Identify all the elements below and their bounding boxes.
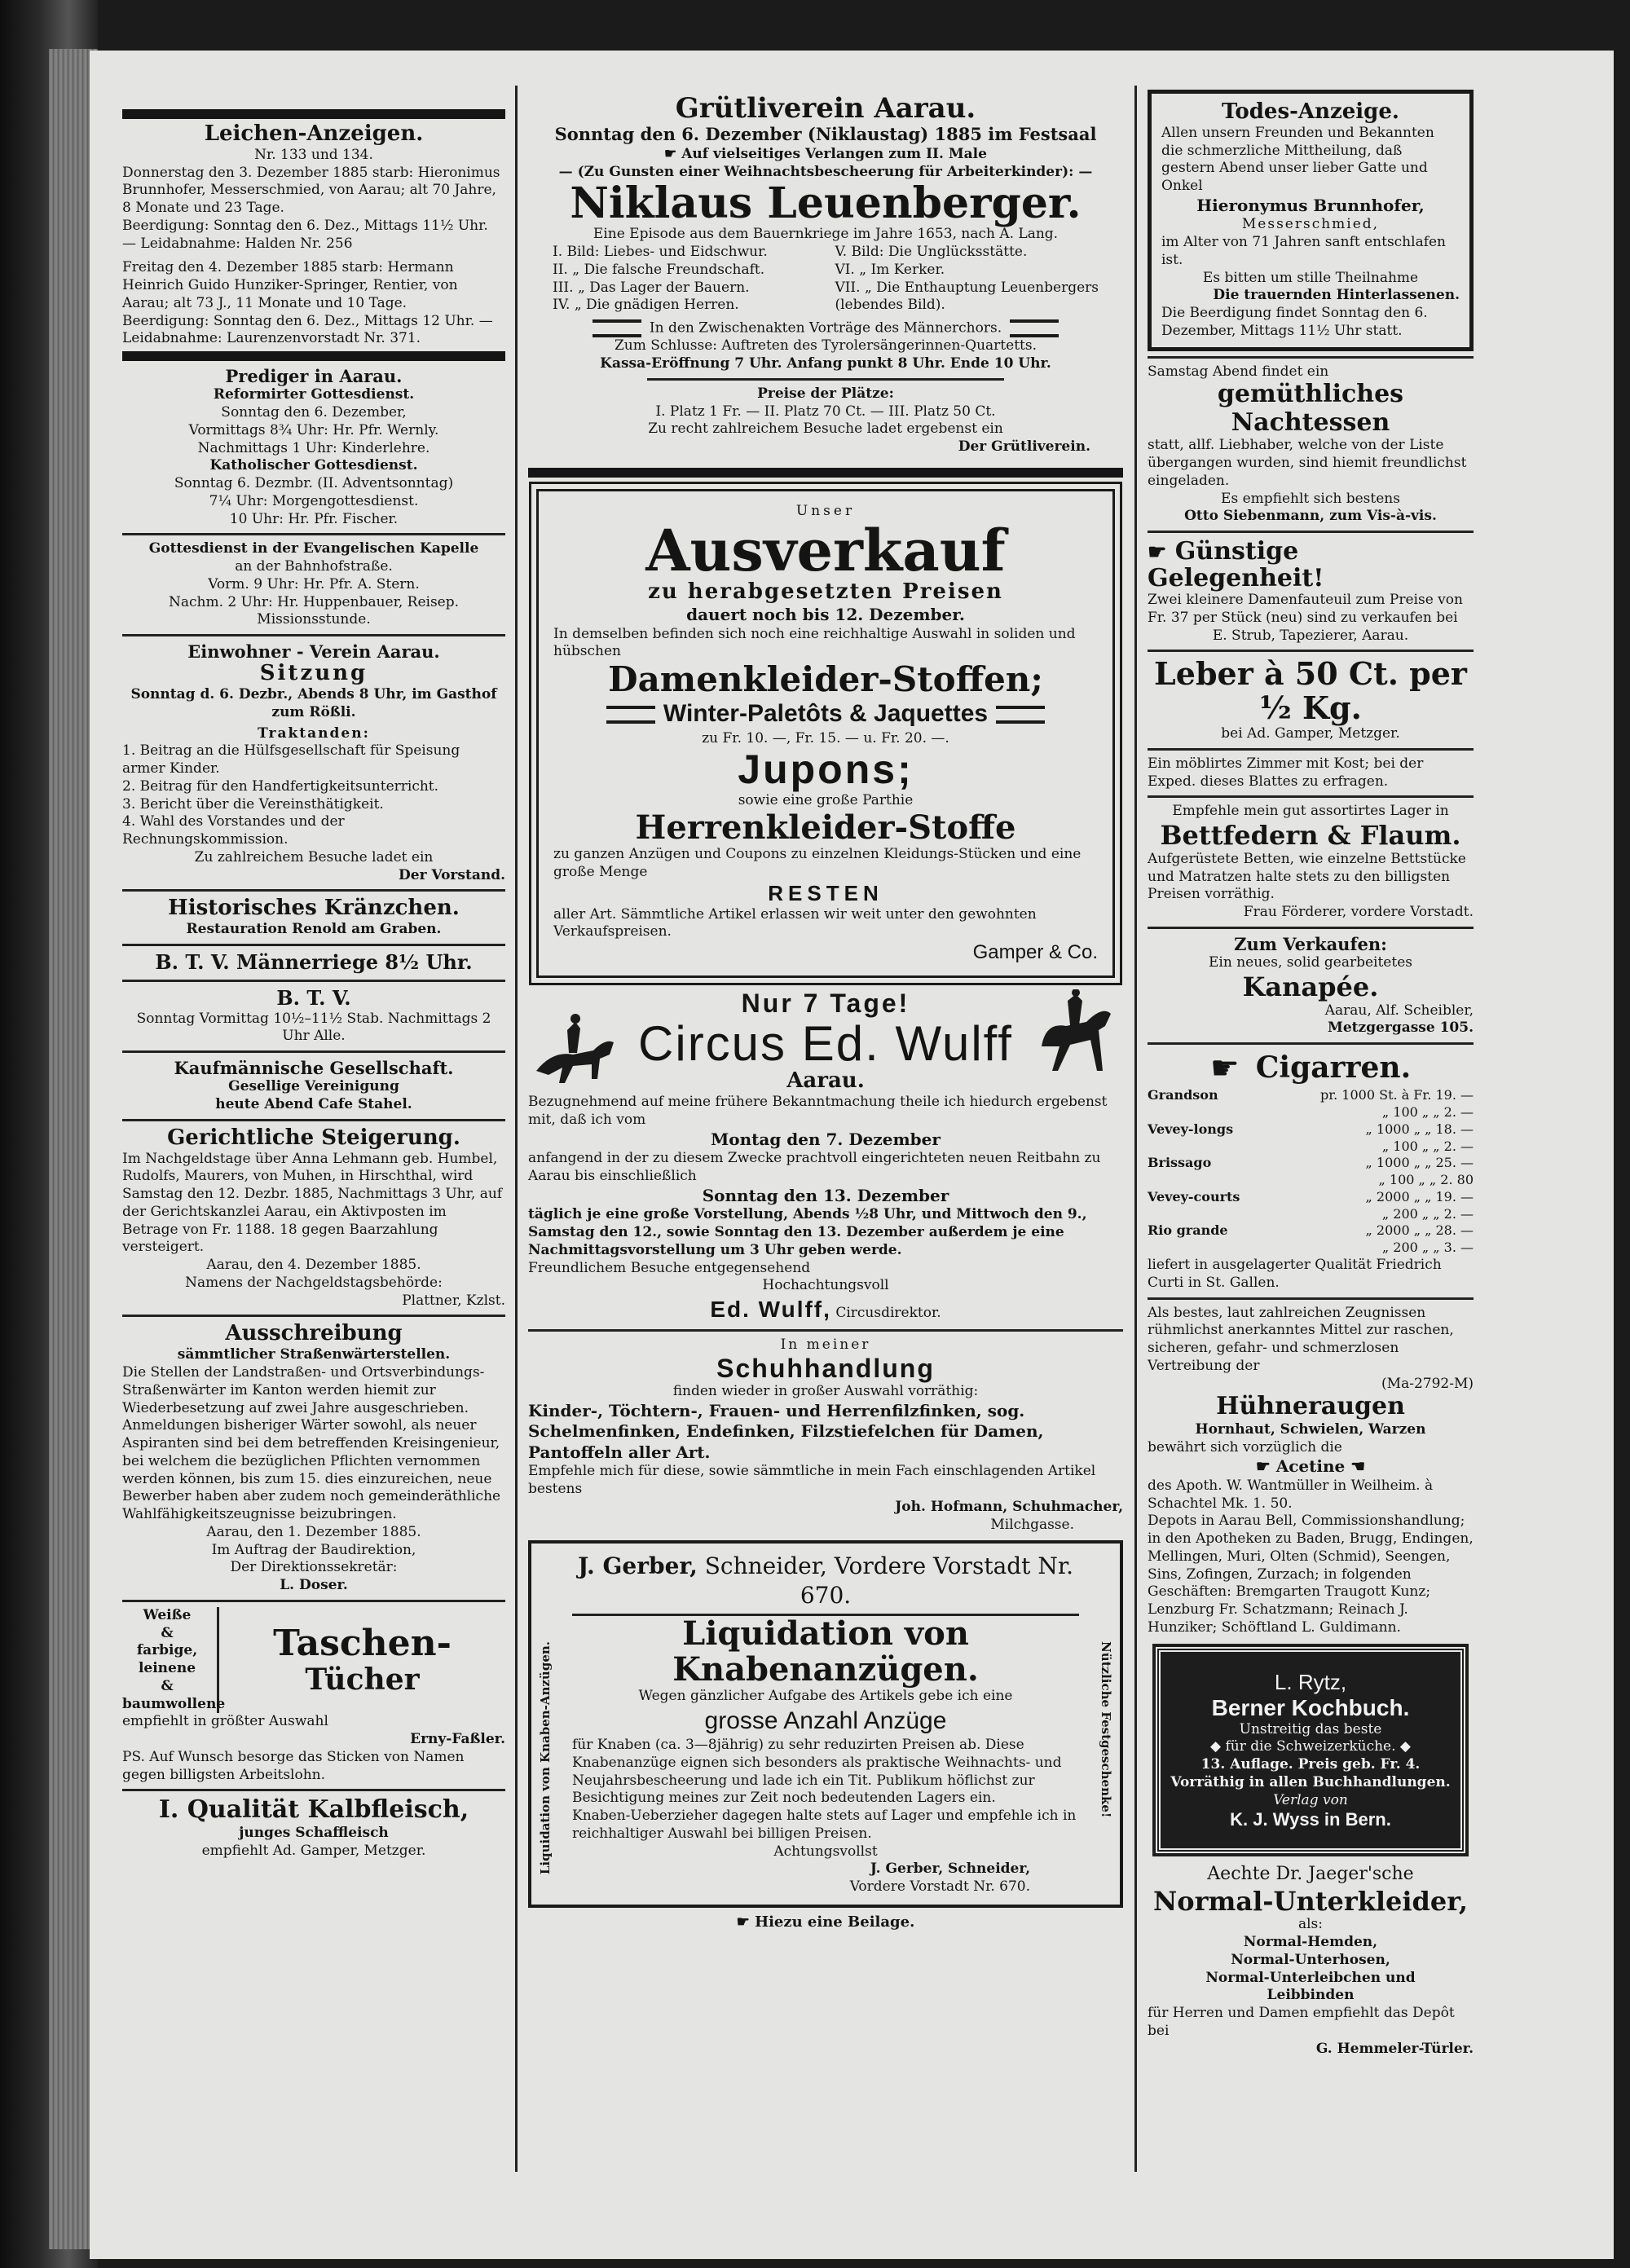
- cigarren-title: Cigarren.: [1255, 1050, 1412, 1086]
- ausschreibung: [122, 1322, 505, 1601]
- circus-sign: Ed. Wulff,: [710, 1297, 831, 1323]
- prediger-ref1: Sonntag den 6. Dezember,: [221, 404, 407, 421]
- nachtessen-text: statt, allf. Liebhaber, welche von der Liste übergangen wurden, sind hiemit freundlichst eingeladen.: [1148, 437, 1467, 489]
- zimmer: [1148, 755, 1474, 799]
- einwohner-sign: Der Vorstand.: [399, 866, 505, 883]
- todes-name: Hieronymus Brunnhofer,: [1196, 195, 1425, 215]
- gerber-box: [528, 1540, 1123, 1908]
- circus-role: Circusdirektor.: [835, 1305, 941, 1322]
- leichen-p4: Beerdigung: Sonntag den 6. Dez., Mittags 12 Uhr. — Leidabnahme: Laurenzenvorstadt Nr. 371.: [122, 312, 493, 347]
- tuecher-title1: Taschen-: [273, 1623, 452, 1665]
- huehner-text2: bewährt sich vorzüglich die: [1148, 1438, 1342, 1455]
- jaeger-title2: Normal-Unterkleider,: [1153, 1885, 1468, 1917]
- divider: [528, 1329, 1123, 1332]
- todes-text4: Die Beerdigung findet Sonntag den 6. Dezember, Mittags 11½ Uhr statt.: [1161, 305, 1428, 339]
- cigarren-row-price: „ 1000 „ „ 25. —: [1365, 1155, 1474, 1171]
- gruetliverein: [528, 94, 1123, 456]
- cigarren-row-name: Brissago: [1148, 1155, 1212, 1171]
- ausschr-title: Ausschreibung: [225, 1321, 403, 1346]
- cigarren-row-name: Vevey-longs: [1148, 1121, 1234, 1137]
- scene-2: II. „ Die falsche Freundschaft.: [553, 261, 765, 278]
- schuh-sign: Joh. Hofmann, Schuhmacher,: [895, 1498, 1123, 1515]
- divider: [122, 634, 505, 636]
- gruetli-times: Kassa-Eröffnung 7 Uhr. Anfang punkt 8 Uhr. Ende 10 Uhr.: [600, 355, 1051, 372]
- bettfedern-title: Bettfedern & Flaum.: [1160, 820, 1461, 852]
- scene-6: VI. „ Im Kerker.: [835, 261, 945, 278]
- gerber-side-right: Nützliche Festgeschenke!: [1099, 1641, 1113, 1818]
- schuh-addr: Milchgasse.: [990, 1516, 1074, 1533]
- cigarren-row-name: Grandson: [1148, 1087, 1218, 1103]
- bar-ornament: [606, 706, 655, 724]
- schuh-text2: Empfehle mich für diese, sowie sämmtliche in mein Fach einschlagenden Artikel bestens: [528, 1463, 1096, 1498]
- gruetli-play: Niklaus Leuenberger.: [570, 178, 1082, 228]
- column-right: [1148, 90, 1474, 2063]
- cigarren-row-price: „ 100 „ „ 2. —: [1381, 1138, 1474, 1154]
- divider: [1148, 795, 1474, 798]
- huehner-title: Hühneraugen: [1216, 1392, 1405, 1421]
- cigarren-row: [1148, 1172, 1474, 1189]
- leber-sign: bei Ad. Gamper, Metzger.: [1221, 725, 1400, 742]
- nachtessen-pre: Samstag Abend findet ein: [1148, 363, 1329, 380]
- cigarren-row-price: „ 1000 „ „ 18. —: [1365, 1121, 1474, 1137]
- einwohner-title: Einwohner - Verein Aarau.: [187, 641, 440, 663]
- cigarren-row-name: Rio grande: [1148, 1222, 1228, 1239]
- prediger-kath2: 7¼ Uhr: Morgengottesdienst.: [209, 492, 419, 509]
- jaeger-als: als:: [1297, 1916, 1324, 1933]
- prediger-ev3: Nachm. 2 Uhr: Hr. Huppenbauer, Reisep. Missionsstunde.: [168, 593, 460, 628]
- ausschr-text: Die Stellen der Landstraßen- und Ortsverbindungs-Straßenwärter im Kanton werden hiemit zur Wiederbesetzung auf zwei Jahre ausgeschrieben. Anmeldungen bisheriger Wärter sowohl, als neuer Aspiranten sind bei dem betreffenden Kreisingenieur, bei welchem die bezüglichen Pflichten vernommen werden können, bis zum 15. dies einzureichen, neue Bewerber haben aber zudem noch gemeinderäthliche Wahlfähigkeitszeugnisse beizubringen.: [122, 1364, 501, 1523]
- circus-title: Circus Ed. Wulff: [638, 1016, 1013, 1072]
- kochbuch-aufl: 13. Auflage. Preis geb. Fr. 4.: [1200, 1756, 1421, 1773]
- huehner-text3: des Apoth. W. Wantmüller in Weilheim. à Schachtel Mk. 1. 50.: [1148, 1477, 1434, 1512]
- cigarren-table: [1148, 1087, 1474, 1257]
- einwohner-item-1: 1. Beitrag an die Hülfsgesellschaft für Speisung armer Kinder.: [122, 742, 460, 777]
- ausverkauf-damen: Damenkleider-Stoffen;: [608, 659, 1043, 700]
- cigarren-row-price: „ 200 „ „ 3. —: [1381, 1240, 1474, 1256]
- jaeger-item-2: Normal-Unterhosen,: [1231, 1951, 1390, 1968]
- cigarren-row: [1148, 1189, 1474, 1206]
- gericht-date: Aarau, den 4. Dezember 1885.: [206, 1257, 421, 1274]
- ausverkauf-jupons: Jupons;: [738, 746, 914, 793]
- pointing-hand-icon: ☛: [1209, 1050, 1240, 1088]
- beilage-text: Hiezu eine Beilage.: [755, 1913, 915, 1931]
- ausverkauf-sign: Gamper & Co.: [972, 941, 1098, 964]
- gruetli-episode: Eine Episode aus dem Bauernkriege im Jahre 1653, nach A. Lang.: [593, 226, 1059, 243]
- circus-text4: Freundlichem Besuche entgegensehend: [528, 1259, 811, 1276]
- cigarren: [1148, 1050, 1474, 1299]
- scene-5: V. Bild: Die Unglücksstätte.: [835, 244, 1028, 261]
- gruetli-inter-text: In den Zwischenakten Vorträge des Männerchors.: [649, 319, 1002, 337]
- cigarren-row-price: „ 2000 „ „ 28. —: [1365, 1222, 1474, 1239]
- prediger: [122, 366, 505, 636]
- btv2-text: Sonntag Vormittag 10½–11½ Stab. Nachmittags 2 Uhr Alle.: [136, 1010, 491, 1045]
- cigarren-row-price: „ 2000 „ „ 19. —: [1365, 1188, 1474, 1204]
- leichen-title: Leichen-Anzeigen.: [204, 121, 424, 146]
- tuecher-text: empfiehlt in größter Auswahl: [122, 1713, 328, 1730]
- tuecher-left-5: &: [161, 1677, 174, 1694]
- gruetli-benefit: — (Zu Gunsten einer Weihnachtsbescheerung für Arbeiterkinder): —: [558, 164, 1093, 181]
- historisches-kraenzchen: [122, 896, 505, 946]
- nachtessen-empf: Es empfiehlt sich bestens: [1221, 490, 1400, 507]
- ausschr-sekr: Der Direktionssekretär:: [230, 1559, 398, 1576]
- gerber-head-name: J. Gerber,: [577, 1552, 698, 1580]
- schuhhandlung: [528, 1337, 1123, 1534]
- hist-sub: Restauration Renold am Graben.: [186, 921, 442, 938]
- divider: [647, 378, 1004, 381]
- ausverkauf-title: Ausverkauf: [645, 516, 1006, 584]
- huehner-acetine-text: Acetine: [1275, 1456, 1346, 1477]
- gerber-grosse: grosse Anzahl Anzüge: [704, 1707, 947, 1734]
- ausverkauf-winter-prices: zu Fr. 10. —, Fr. 15. — u. Fr. 20. —.: [702, 729, 949, 746]
- prediger-ref2: Vormittags 8¾ Uhr: Hr. Pfr. Wernly.: [188, 421, 439, 438]
- prediger-kath1: Sonntag 6. Dezmbr. (II. Adventsonntag): [174, 475, 454, 492]
- kauf-sub2: heute Abend Cafe Stahel.: [215, 1096, 412, 1113]
- gerber-addr: Vordere Vorstadt Nr. 670.: [849, 1878, 1030, 1896]
- jaeger-sign: G. Hemmeler-Türler.: [1315, 2040, 1474, 2057]
- divider: [122, 1315, 505, 1317]
- todes-text1: Allen unsern Freunden und Bekannten die schmerzliche Mittheilung, daß gestern Abend unser lieber Gatte und Onkel: [1161, 124, 1434, 195]
- jaeger-item-3: Normal-Unterleibchen und: [1205, 1969, 1416, 1986]
- divider: [1148, 531, 1474, 533]
- divider: [122, 944, 505, 946]
- tuecher-firm: Erny-Faßler.: [410, 1731, 505, 1748]
- cigarren-row: [1148, 1138, 1474, 1156]
- cigarren-text: liefert in ausgelagerter Qualität Friedrich Curti in St. Gallen.: [1148, 1257, 1442, 1291]
- gerber-head: [572, 1552, 1079, 1616]
- todes-role: Messerschmied,: [1241, 216, 1380, 233]
- verkaufen-sub: Ein neues, solid gearbeitetes: [1209, 954, 1412, 971]
- leichen-p1: Donnerstag den 3. Dezember 1885 starb: Hieronimus Brunnhofer, Messerschmied, von Aarau; alt 70 Jahre, 8 Monate und 23 Tage.: [122, 164, 500, 217]
- einwohner-item-3: 3. Bericht über die Vereinsthätigkeit.: [122, 795, 384, 813]
- einwohner-invite: Zu zahlreichem Besuche ladet ein: [194, 848, 434, 865]
- kalb-sub: junges Schaffleisch: [239, 1824, 389, 1841]
- hist-title: Historisches Kränzchen.: [168, 896, 460, 921]
- einwohner-item-4: 4. Wahl des Vorstandes und der Rechnungskommission.: [122, 813, 345, 848]
- cigarren-row-price: „ 100 „ „ 2. —: [1381, 1103, 1474, 1120]
- divider: [1148, 927, 1474, 929]
- leichen-p3: Freitag den 4. Dezember 1885 starb: Hermann Heinrich Guido Hunziker-Springer, Rentier, von Aarau; alt 73 J., 11 Monate und 10 Tage.: [122, 259, 458, 311]
- prediger-kath3: 10 Uhr: Hr. Pfr. Fischer.: [229, 510, 399, 527]
- ausverkauf-resten: RESTEN: [768, 880, 883, 905]
- guenstig-sign: E. Strub, Tapezierer, Aarau.: [1212, 627, 1409, 644]
- cigarren-row-price: „ 100 „ „ 2. 80: [1378, 1172, 1474, 1188]
- bettfedern-pre: Empfehle mein gut assortirtes Lager in: [1172, 803, 1449, 820]
- cigarren-row: [1148, 1240, 1474, 1257]
- cigarren-row: [1148, 1155, 1474, 1172]
- scene-1: I. Bild: Liebes- und Eidschwur.: [553, 244, 768, 261]
- bar-ornament: [996, 706, 1045, 724]
- tuecher-left-2: &: [161, 1624, 174, 1641]
- kochbuch-sub1: Unstreitig das beste: [1239, 1720, 1382, 1737]
- gruetli-prices: I. Platz 1 Fr. — II. Platz 70 Ct. — III. Platz 50 Ct.: [655, 403, 996, 420]
- column-middle: [528, 94, 1123, 1931]
- prediger-ev1: an der Bahnhofstraße.: [235, 558, 393, 575]
- kochbuch-title: Berner Kochbuch.: [1211, 1694, 1410, 1720]
- huehner-acetine: ☛ Acetine ☚: [1255, 1456, 1366, 1477]
- ausverkauf-partie: sowie eine große Parthie: [738, 792, 914, 809]
- jaeger-text: für Herren und Damen empfiehlt das Depôt bei: [1148, 2005, 1455, 2039]
- kauf-title: Kaufmännische Gesellschaft.: [174, 1058, 454, 1079]
- prediger-ev: Gottesdienst in der Evangelischen Kapelle: [148, 540, 479, 557]
- tuecher-left-1: Weiße: [143, 1606, 192, 1623]
- bettfedern-sign: Frau Förderer, vordere Vorstadt.: [1243, 904, 1474, 921]
- divider: [122, 980, 505, 982]
- gruetli-date: Sonntag den 6. Dezember (Niklaustag) 1885 im Festsaal: [554, 124, 1097, 145]
- gruetli-inter: [528, 319, 1123, 337]
- prediger-ev2: Vorm. 9 Uhr: Hr. Pfr. A. Stern.: [208, 575, 420, 592]
- nachtessen-title: gemüthliches Nachtessen: [1217, 380, 1404, 437]
- prediger-ref3: Nachmittags 1 Uhr: Kinderlehre.: [197, 439, 430, 456]
- gerber-achtung: Achtungsvollst: [773, 1843, 878, 1860]
- guenstige-gelegenheit: [1148, 538, 1474, 652]
- einwohner-verein: [122, 641, 505, 892]
- divider: [1148, 1042, 1474, 1045]
- tuecher-left-4: leinene: [138, 1660, 196, 1677]
- guenstig-head: [1148, 538, 1474, 592]
- btv-notice: [122, 987, 505, 1053]
- huehneraugen: [1148, 1305, 1474, 1637]
- kauf-sub1: Gesellige Vereinigung: [228, 1078, 399, 1095]
- gericht-behoerde: Namens der Nachgeldstagsbehörde:: [185, 1274, 443, 1291]
- ausverkauf-text: In demselben befinden sich noch eine reichhaltige Auswahl in soliden und hübschen: [553, 625, 1076, 660]
- ausverkauf-herren: Herrenkleider-Stoffe: [635, 808, 1016, 848]
- verkaufen-title: Zum Verkaufen:: [1234, 933, 1387, 954]
- btv2-title: B. T. V.: [276, 985, 351, 1010]
- prediger-ref: Reformirter Gottesdienst.: [213, 386, 415, 403]
- gerber-text2: für Knaben (ca. 3—8jährig) zu sehr reduzirten Preisen ab. Diese Knabenanzüge eignen sich besonders als praktische Weihnachts- und Neujahrsbescheerung und lade ich ein Tit. Publikum höflichst zur Besichtigung meines zur Zeit noch bedeutenden Lagers ein.: [572, 1737, 1062, 1807]
- verkaufen-sign2: Metzgergasse 105.: [1328, 1019, 1474, 1037]
- leber: [1148, 657, 1474, 750]
- ausverkauf-winter: [553, 698, 1098, 729]
- divider: [122, 1119, 505, 1121]
- leichen-anzeigen: [122, 109, 505, 361]
- kaufmaennische-gesellschaft: [122, 1058, 505, 1121]
- gerber-head-rest: Schneider, Vordere Vorstadt Nr. 670.: [704, 1552, 1074, 1610]
- gruetli-invite: Zu recht zahlreichem Besuche ladet ergebenst ein: [648, 421, 1003, 438]
- kochbuch-sub2-text: für die Schweizerküche.: [1225, 1738, 1396, 1755]
- kochbuch-sub2: ◆ für die Schweizerküche. ◆: [1209, 1738, 1411, 1755]
- kochbuch-name: L. Rytz,: [1274, 1669, 1347, 1694]
- circus-text2: anfangend in der zu diesem Zwecke prachtvoll eingerichteten neuen Reitbahn zu Aarau bis einschließlich: [528, 1150, 1101, 1184]
- ausverkauf-until: dauert noch bis 12. Dezember.: [686, 605, 965, 624]
- divider: [122, 533, 505, 535]
- divider: [122, 1600, 505, 1602]
- einwohner-sitzung: Sitzung: [259, 661, 368, 686]
- ausverkauf-unser: Unser: [795, 502, 856, 519]
- gruetli-title: Grütliverein Aarau.: [675, 92, 976, 125]
- leber-title: Leber à 50 Ct. per ½ Kg.: [1154, 655, 1467, 727]
- scene-7: VII. „ Die Enthauptung Leuenbergers: [835, 279, 1099, 296]
- cigarren-row: [1148, 1222, 1474, 1240]
- verkaufen-item: Kanapée.: [1242, 971, 1379, 1002]
- jaeger-item-1: Normal-Hemden,: [1243, 1934, 1378, 1951]
- circus-nur: Nur 7 Tage!: [741, 989, 910, 1019]
- ausschr-auftrag: Im Auftrag der Baudirektion,: [211, 1541, 416, 1558]
- gericht-title: Gerichtliche Steigerung.: [167, 1125, 460, 1150]
- cigarren-row: [1148, 1206, 1474, 1223]
- tuecher-ps: PS. Auf Wunsch besorge das Sticken von Namen gegen billigsten Arbeitslohn.: [122, 1748, 465, 1783]
- guenstig-text: Zwei kleinere Damenfauteuil zum Preise von Fr. 37 per Stück (neu) sind zu verkaufen bei: [1148, 592, 1463, 626]
- todes-text3: Es bitten um stille Theilnahme: [1202, 269, 1419, 286]
- ausverkauf-sub: zu herabgesetzten Preisen: [648, 579, 1003, 605]
- einwohner-trakt: Traktanden:: [258, 724, 370, 742]
- cigarren-row: [1148, 1104, 1474, 1121]
- schuh-items: Kinder-, Töchtern-, Frauen- und Herrenfilzfinken, sog. Schelmenfinken, Endefinken, Filzstiefelchen für Damen, Pantoffeln aller Art.: [528, 1400, 1044, 1462]
- ausverkauf-winter-text: Winter-Paletôts & Jaquettes: [663, 700, 989, 728]
- gerber-side-left: Liquidation von Knaben-Anzügen.: [538, 1641, 553, 1875]
- kochbuch-pub: K. J. Wyss in Bern.: [1230, 1809, 1391, 1830]
- divider: [122, 351, 505, 361]
- cigarren-row: [1148, 1121, 1474, 1138]
- divider: [122, 1789, 505, 1791]
- jaeger-item-4: Leibbinden: [1267, 1987, 1355, 2004]
- gruetli-scenes-right: [835, 244, 1099, 315]
- todes-text2: im Alter von 71 Jahren sanft entschlafen ist.: [1161, 234, 1447, 268]
- pointing-hand-icon: ☛: [1148, 540, 1167, 566]
- kochbuch-box: [1156, 1647, 1465, 1854]
- todes-sign: Die trauernden Hinterlassenen.: [1213, 287, 1460, 304]
- gerber-sign: J. Gerber, Schneider,: [870, 1861, 1030, 1878]
- cigarren-row-name: Vevey-courts: [1148, 1188, 1240, 1204]
- ausschr-sub: sämmtlicher Straßenwärterstellen.: [177, 1346, 451, 1363]
- zimmer-text: Ein möblirtes Zimmer mit Kost; bei der Exped. dieses Blattes zu erfragen.: [1148, 755, 1424, 790]
- taschentuecher: [122, 1607, 505, 1792]
- schuh-in: In meiner: [780, 1336, 871, 1353]
- cigarren-row-price: pr. 1000 St. à Fr. 19. —: [1320, 1087, 1474, 1103]
- horse-rider-left-icon: [528, 1006, 626, 1095]
- divider: [1148, 356, 1474, 359]
- gruetli-req-text: Auf vielseitiges Verlangen zum II. Male: [681, 146, 987, 163]
- huehner-text4: Depots in Aarau Bell, Commissionshandlung; in den Apotheken zu Baden, Brugg, Endingen, Mellingen, Muri, Olten (Schmid), Seengen, Sins, Zofingen, Zurzach; in folgenden Geschäften: Bremgarten Traugott Kunz; Lenzburg Fr. Schatzmann; Reinach J. Hunziker; Schöftland L. Guldimann.: [1148, 1513, 1474, 1636]
- gericht-sign: Plattner, Kzlst.: [402, 1292, 505, 1309]
- huehner-text1: Als bestes, laut zahlreichen Zeugnissen rühmlichst anerkanntes Mittel zur raschen, sicheren, gefahr- und schmerzlosen Vertreibung der: [1148, 1304, 1454, 1374]
- tuecher-left-list: [122, 1606, 226, 1714]
- todes-anzeige: [1148, 90, 1474, 351]
- beilage-note: ☛ Hiezu eine Beilage.: [736, 1913, 915, 1931]
- nachtessen-sign: Otto Siebenmann, zum Vis-à-vis.: [1184, 508, 1437, 525]
- column-rule-1: [515, 86, 518, 2172]
- circus-hoch: Hochachtungsvoll: [762, 1277, 889, 1294]
- gruetli-req: ☛ Auf vielseitiges Verlangen zum II. Male: [664, 146, 987, 163]
- bettfedern: [1148, 803, 1474, 929]
- divider: [122, 1050, 505, 1053]
- cigarren-row-price: „ 200 „ „ 2. —: [1381, 1205, 1474, 1222]
- gerber-text3: Knaben-Ueberzieher dagegen halte stets auf Lager und empfehle ich in reichhaltiger Auswahl bei billigen Preisen.: [572, 1808, 1077, 1842]
- column-left: [122, 106, 505, 1865]
- divider: [122, 109, 505, 119]
- kalb-title: I. Qualität Kalbfleisch,: [158, 1795, 469, 1825]
- gerber-text1: Wegen gänzlicher Aufgabe des Artikels gebe ich eine: [638, 1688, 1013, 1705]
- gerber-title: Liquidation von Knabenanzügen.: [672, 1614, 979, 1689]
- btv1-text: B. T. V. Männerriege 8½ Uhr.: [155, 950, 473, 975]
- prediger-title: Prediger in Aarau.: [225, 366, 403, 387]
- gruetli-scenes: [528, 244, 1123, 315]
- guenstig-title: Günstige Gelegenheit!: [1148, 537, 1324, 593]
- bar-ornament: [593, 319, 641, 337]
- ausverkauf-text2: zu ganzen Anzügen und Coupons zu einzelnen Kleidungs-Stücken und eine große Menge: [553, 846, 1082, 880]
- gruetli-scenes-left: [553, 244, 768, 315]
- prediger-kath: Katholischer Gottesdienst.: [209, 457, 418, 474]
- circus-montag: Montag den 7. Dezember: [711, 1129, 941, 1149]
- scene-7-note: (lebendes Bild).: [835, 297, 945, 314]
- scene-4: IV. „ Die gnädigen Herren.: [553, 297, 739, 314]
- bar-ornament: [1010, 319, 1059, 337]
- verkaufen-sign1: Aarau, Alf. Scheibler,: [1324, 1002, 1474, 1019]
- circus-sign-line: [528, 1295, 1123, 1324]
- divider: [528, 468, 1123, 478]
- tuecher-title2: Tücher: [305, 1662, 420, 1697]
- gericht-text: Im Nachgeldstage über Anna Lehmann geb. Humbel, Rudolfs, Maurers, von Muhen, in Hirschthal, wird Samstag den 12. Dezbr. 1885, Nachmittags 3 Uhr, auf der Gerichtskanzlei Aarau, ein Aktivposten im Betrage von Fr. 1188. 18 gegen Baarzahlung versteigert.: [122, 1150, 503, 1256]
- gruetli-sign: Der Grütliverein.: [958, 438, 1090, 456]
- schuh-title: Schuhhandlung: [716, 1353, 935, 1383]
- bettfedern-text: Aufgerüstete Betten, wie einzelne Bettstücke und Matratzen halte stets zu den billigsten Preisen vorräthig.: [1148, 850, 1466, 903]
- circus-text3: täglich je eine große Vorstellung, Abends ½8 Uhr, und Mittwoch den 9., Samstag den 12., sowie Sonntag den 13. Dezember außerdem je eine Nachmittagsvorstellung um 3 Uhr geben werde.: [528, 1206, 1087, 1258]
- ausverkauf-text3: aller Art. Sämmtliche Artikel erlassen wir weit unter den gewohnten Verkaufspreisen.: [553, 905, 1037, 940]
- kalb-sign: empfiehlt Ad. Gamper, Metzger.: [201, 1842, 426, 1859]
- divider: [122, 889, 505, 892]
- zum-verkaufen: [1148, 934, 1474, 1045]
- jaeger-unterkleider: [1148, 1863, 1474, 2058]
- divider: [1148, 650, 1474, 652]
- gruetli-end: Zum Schlusse: Auftreten des Tyrolersängerinnen-Quartetts.: [614, 337, 1037, 355]
- todes-title: Todes-Anzeige.: [1222, 99, 1399, 124]
- kochbuch-verlag: Verlag von: [1273, 1791, 1348, 1808]
- einwohner-when: Sonntag d. 6. Dezbr., Abends 8 Uhr, im Gasthof zum Rößli.: [130, 686, 497, 720]
- tuecher-left-6: baumwollene: [122, 1695, 226, 1712]
- circus-sonntag: Sonntag den 13. Dezember: [702, 1185, 949, 1205]
- huehner-sub: Hornhaut, Schwielen, Warzen: [1195, 1420, 1426, 1438]
- kalbfleisch: [122, 1796, 505, 1860]
- kochbuch-vorr: Vorräthig in allen Buchhandlungen.: [1170, 1773, 1451, 1790]
- nachtessen: [1148, 363, 1474, 534]
- divider: [1148, 748, 1474, 751]
- circus-text1: Bezugnehmend auf meine frühere Bekanntmachung theile ich hiedurch ergebenst mit, daß ich vom: [528, 1094, 1108, 1128]
- divider: [1148, 1297, 1474, 1300]
- schuh-text1: finden wieder in großer Auswahl vorräthig:: [672, 1382, 979, 1399]
- horse-rider-right-icon: [1025, 989, 1123, 1079]
- jaeger-title1: Aechte Dr. Jaeger'sche: [1207, 1864, 1414, 1885]
- gruetli-prices-title: Preise der Plätze:: [757, 385, 894, 402]
- einwohner-item-2: 2. Beitrag für den Handfertigkeitsunterricht.: [122, 777, 439, 795]
- gerichtliche-steigerung: [122, 1126, 505, 1318]
- scene-3: III. „ Das Lager der Bauern.: [553, 279, 750, 296]
- leichen-nr: Nr. 133 und 134.: [254, 146, 373, 163]
- huehner-code: (Ma-2792-M): [1381, 1375, 1474, 1392]
- tuecher-left-3: farbige,: [136, 1642, 198, 1659]
- circus-city: Aarau.: [786, 1068, 865, 1094]
- ausschr-sign: L. Doser.: [280, 1577, 348, 1594]
- cigarren-row: [1148, 1087, 1474, 1104]
- cigarren-head: [1148, 1050, 1474, 1087]
- btv-maennerriege: [122, 951, 505, 982]
- ausverkauf-box: [536, 489, 1115, 978]
- leichen-p2: Beerdigung: Sonntag den 6. Dez., Mittags 11½ Uhr. — Leidabnahme: Halden Nr. 256: [122, 217, 488, 252]
- circus-wulff: [528, 989, 1123, 1332]
- ausschr-date: Aarau, den 1. Dezember 1885.: [206, 1523, 421, 1540]
- column-rule-2: [1134, 86, 1137, 2172]
